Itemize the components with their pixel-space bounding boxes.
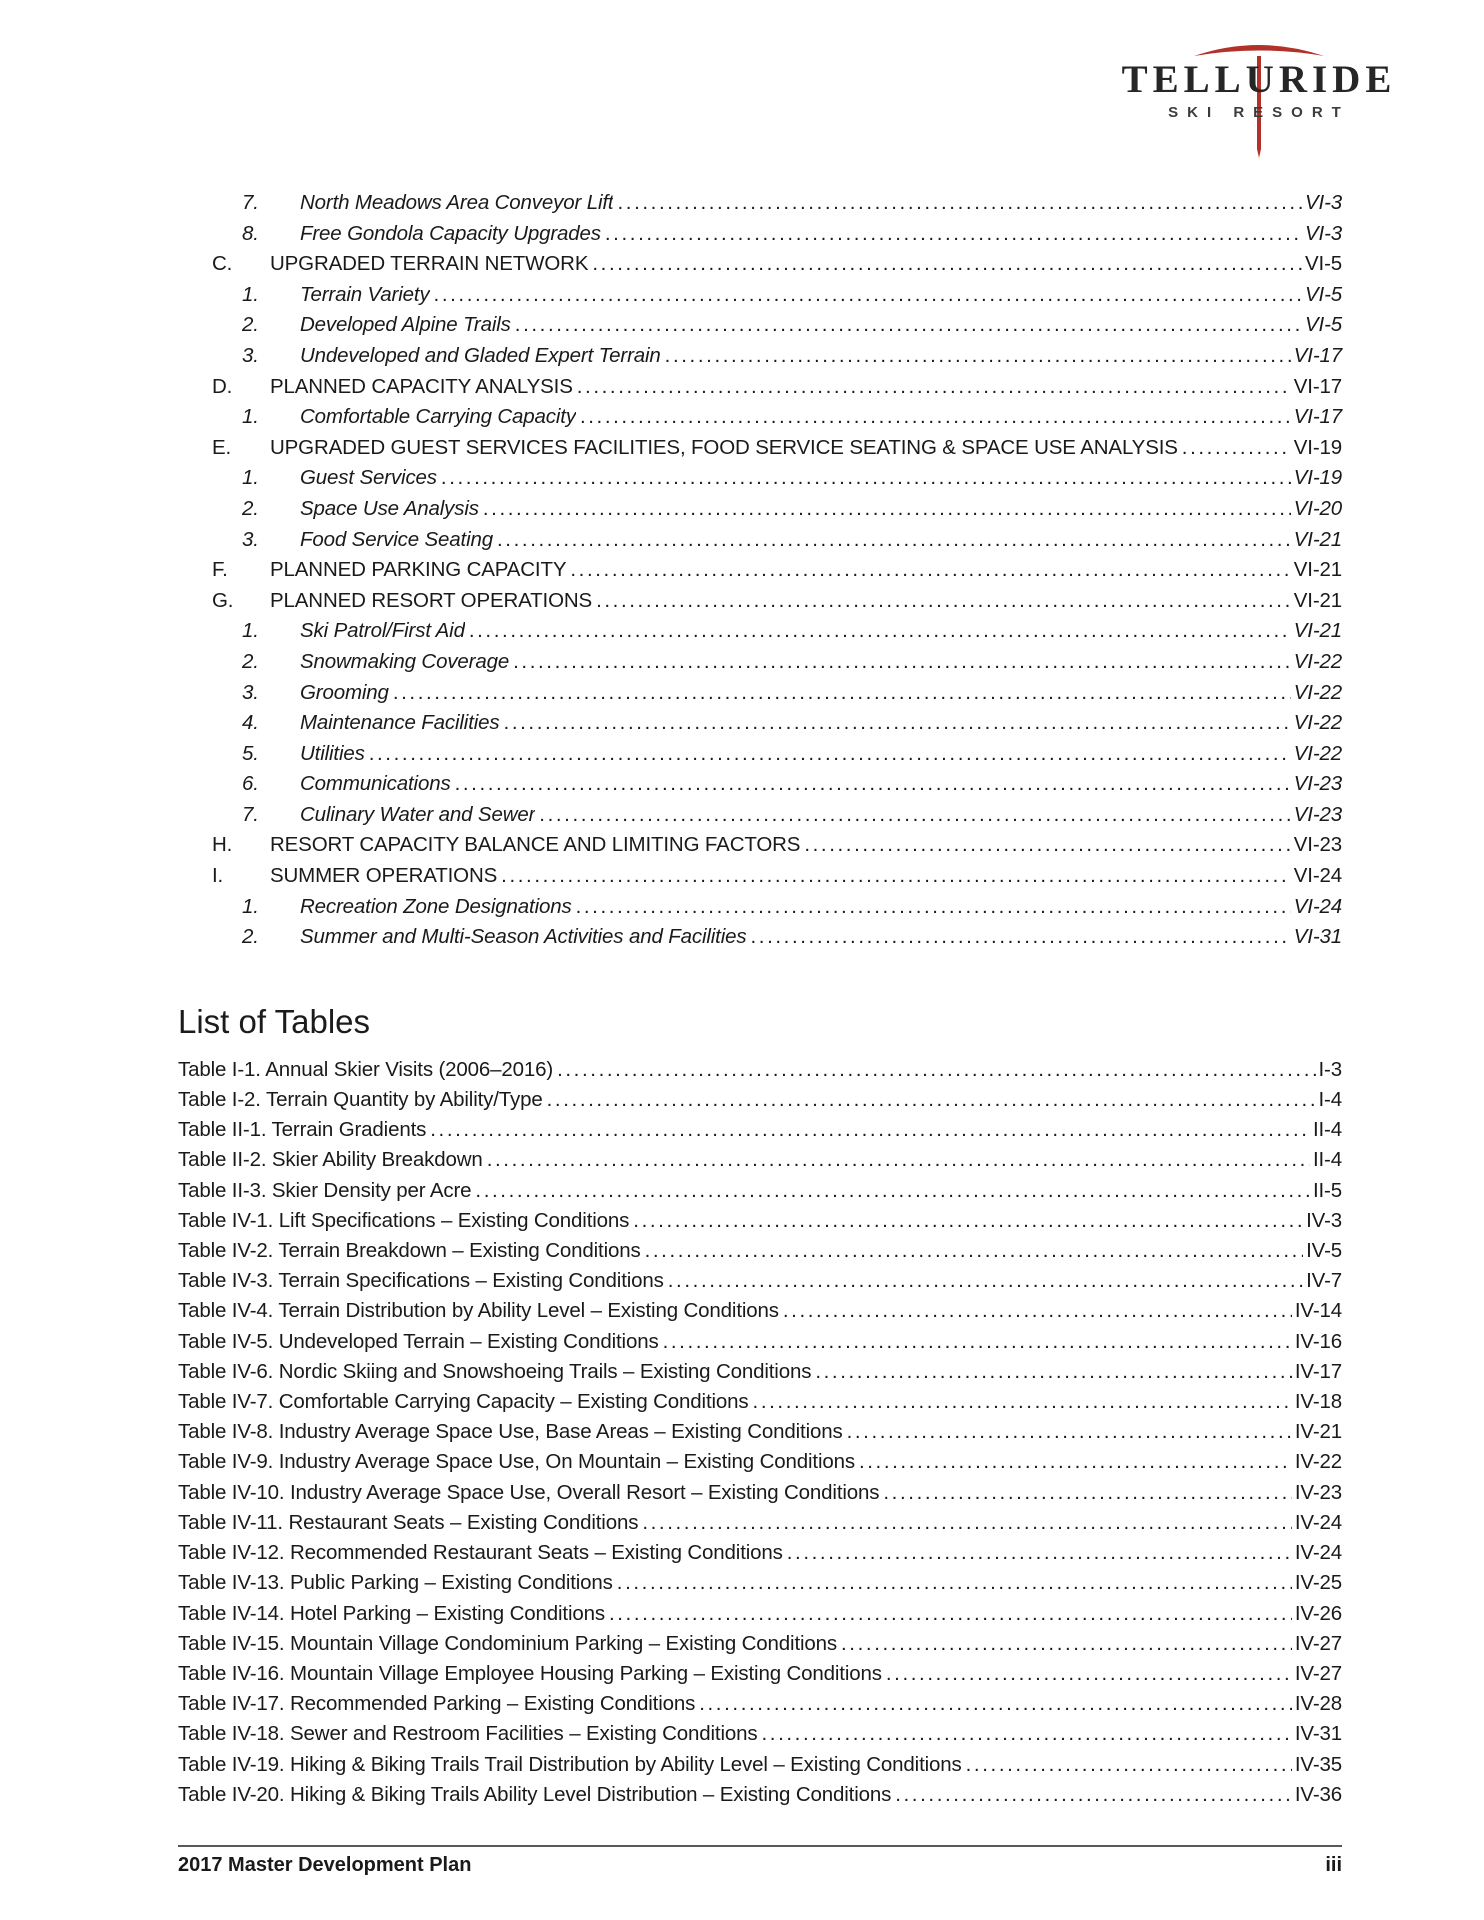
table-entry-title: Table IV-17. Recommended Parking – Existing Conditions: [178, 1692, 696, 1716]
dot-leader: [815, 1357, 1292, 1387]
toc-entry-label: 1.: [242, 282, 259, 306]
table-entry-page-number: IV-24: [1294, 1510, 1342, 1534]
toc-entry-title: North Meadows Area Conveyor Lift: [300, 191, 614, 214]
toc-entry-label: D.: [212, 374, 233, 398]
table-entry-title: Table IV-19. Hiking & Biking Trails Trail Distribution by Ability Level – Existing Conditions: [178, 1752, 962, 1776]
logo-title: TELLURIDE: [1121, 58, 1397, 101]
table-entry: [178, 1387, 1342, 1417]
table-entry: [178, 1327, 1342, 1357]
dot-leader: [642, 1508, 1292, 1538]
toc-entry: [178, 616, 1342, 647]
toc-entry-label: 1.: [242, 894, 259, 918]
toc-entry-label: 3.: [242, 680, 259, 704]
table-entry-page-number: IV-27: [1294, 1661, 1342, 1685]
table-entry-page-number: I-4: [1318, 1088, 1342, 1112]
toc-entry-title: UPGRADED TERRAIN NETWORK: [270, 252, 589, 276]
dot-leader: [577, 372, 1291, 403]
table-entry: [178, 1176, 1342, 1206]
table-entry: [178, 1085, 1342, 1115]
toc-entry-page-number: VI-17: [1293, 374, 1342, 398]
table-entry: [178, 1508, 1342, 1538]
dot-leader: [663, 1327, 1292, 1357]
toc-entry-page-number: VI-21: [1293, 558, 1342, 582]
dot-leader: [617, 188, 1302, 219]
toc-entry: [178, 769, 1342, 800]
logo-subtitle: SKI RESORT: [1168, 103, 1350, 121]
toc-entry: [178, 861, 1342, 892]
footer-page-number: iii: [1325, 1854, 1342, 1876]
table-entry: [178, 1659, 1342, 1689]
toc-entry-label: 3.: [242, 527, 259, 551]
table-entry-title: Table IV-6. Nordic Skiing and Snowshoeing Trails – Existing Conditions: [178, 1359, 812, 1383]
toc-entry-label: C.: [212, 252, 233, 276]
toc-entry: [178, 678, 1342, 709]
toc-entry-title: Communications: [300, 772, 451, 796]
toc-entry-page-number: VI-21: [1293, 527, 1342, 551]
dot-leader: [475, 1176, 1310, 1206]
dot-leader: [497, 525, 1291, 556]
dot-leader: [580, 402, 1291, 433]
table-entry-page-number: IV-14: [1294, 1299, 1342, 1323]
table-entry: [178, 1266, 1342, 1296]
list-of-tables-heading: List of Tables: [178, 1002, 371, 1040]
toc-entry-label: G.: [212, 588, 234, 612]
dot-leader: [539, 800, 1290, 831]
toc-entry-label: I.: [212, 864, 224, 888]
toc-entry: [178, 739, 1342, 770]
toc-entry: [178, 219, 1342, 250]
toc-entry-title: Undeveloped and Gladed Expert Terrain: [300, 343, 661, 367]
table-entry-page-number: IV-21: [1294, 1420, 1342, 1444]
toc-entry-title: Ski Patrol/First Aid: [300, 619, 465, 643]
table-entry-title: Table IV-20. Hiking & Biking Trails Ability Level Distribution – Existing Conditions: [178, 1782, 892, 1806]
dot-leader: [441, 463, 1291, 494]
dot-leader: [576, 892, 1291, 923]
dot-leader: [609, 1599, 1292, 1629]
table-entry-title: Table IV-5. Undeveloped Terrain – Existing Conditions: [178, 1329, 659, 1353]
table-entry-page-number: IV-31: [1294, 1722, 1342, 1746]
toc-entry-title: Terrain Variety: [300, 282, 430, 306]
dot-leader: [504, 708, 1291, 739]
table-entry-title: Table IV-12. Recommended Restaurant Seats – Existing Conditions: [178, 1541, 783, 1565]
table-entry-page-number: IV-3: [1306, 1208, 1342, 1232]
table-entry: [178, 1719, 1342, 1749]
tables-list: [178, 1055, 1342, 1810]
dot-leader: [469, 616, 1291, 647]
toc-entry-page-number: VI-21: [1293, 588, 1342, 612]
dot-leader: [487, 1145, 1310, 1175]
dot-leader: [804, 830, 1290, 861]
table-entry-title: Table IV-14. Hotel Parking – Existing Conditions: [178, 1601, 605, 1625]
table-entry-page-number: IV-27: [1294, 1631, 1342, 1655]
table-entry: [178, 1417, 1342, 1447]
table-entry-title: Table II-2. Skier Ability Breakdown: [178, 1148, 483, 1172]
table-entry: [178, 1750, 1342, 1780]
table-entry: [178, 1357, 1342, 1387]
toc-entry-label: 4.: [242, 711, 259, 735]
table-entry: [178, 1568, 1342, 1598]
table-entry-page-number: IV-22: [1294, 1450, 1342, 1474]
dot-leader: [1182, 433, 1291, 464]
table-entry-title: Table IV-7. Comfortable Carrying Capacity – Existing Conditions: [178, 1390, 749, 1414]
dot-leader: [430, 1115, 1310, 1145]
dot-leader: [859, 1447, 1292, 1477]
toc-entry-page-number: VI-22: [1293, 680, 1342, 704]
toc-entry-label: 3.: [242, 343, 259, 367]
toc-entry-page-number: VI-23: [1293, 802, 1342, 826]
table-entry: [178, 1145, 1342, 1175]
toc-entry-page-number: VI-5: [1305, 313, 1342, 337]
table-entry: [178, 1115, 1342, 1145]
dot-leader: [617, 1568, 1292, 1598]
toc-entry-page-number: VI-21: [1293, 619, 1342, 643]
table-entry-page-number: IV-36: [1294, 1782, 1342, 1806]
toc-entry-page-number: VI-3: [1305, 191, 1342, 214]
toc-entry-label: 1.: [242, 619, 259, 643]
table-entry-title: Table II-3. Skier Density per Acre: [178, 1178, 472, 1202]
toc-entry-page-number: VI-17: [1293, 343, 1342, 367]
dot-leader: [605, 219, 1302, 250]
toc-entry-page-number: VI-19: [1293, 466, 1342, 490]
toc-entry-page-number: VI-23: [1293, 833, 1342, 857]
table-entry-title: Table IV-4. Terrain Distribution by Ability Level – Existing Conditions: [178, 1299, 779, 1323]
toc-entry: [178, 922, 1342, 953]
toc-entry-page-number: VI-24: [1293, 864, 1342, 888]
toc-entry-title: Space Use Analysis: [300, 496, 479, 520]
toc-entry-label: 5.: [242, 741, 259, 765]
toc-entry: [178, 310, 1342, 341]
toc-entry-page-number: VI-23: [1293, 772, 1342, 796]
table-entry-page-number: IV-25: [1294, 1571, 1342, 1595]
toc-entry: [178, 341, 1342, 372]
table-entry: [178, 1599, 1342, 1629]
toc-entry-title: Grooming: [300, 680, 389, 704]
table-entry-page-number: IV-28: [1294, 1692, 1342, 1716]
dot-leader: [547, 1085, 1316, 1115]
dot-leader: [369, 739, 1291, 770]
table-entry: [178, 1206, 1342, 1236]
table-entry-title: Table IV-18. Sewer and Restroom Facilities – Existing Conditions: [178, 1722, 758, 1746]
toc-entry-title: Snowmaking Coverage: [300, 649, 510, 673]
table-entry-title: Table IV-16. Mountain Village Employee Housing Parking – Existing Conditions: [178, 1661, 882, 1685]
dot-leader: [841, 1629, 1292, 1659]
toc-entry-page-number: VI-19: [1293, 435, 1342, 459]
table-entry: [178, 1055, 1342, 1085]
dot-leader: [762, 1719, 1292, 1749]
table-entry-page-number: IV-18: [1294, 1390, 1342, 1414]
table-entry: [178, 1236, 1342, 1266]
dot-leader: [895, 1780, 1292, 1810]
toc-entry: [178, 708, 1342, 739]
toc-entry: [178, 280, 1342, 311]
dot-leader: [515, 310, 1302, 341]
toc-entry-page-number: VI-24: [1293, 894, 1342, 918]
toc-entry: [178, 249, 1342, 280]
dot-leader: [886, 1659, 1292, 1689]
table-entry-page-number: IV-7: [1306, 1269, 1342, 1293]
table-entry-page-number: IV-5: [1306, 1239, 1342, 1263]
dot-leader: [787, 1538, 1292, 1568]
toc-entry-page-number: VI-3: [1305, 221, 1342, 245]
table-entry-page-number: I-3: [1318, 1057, 1342, 1081]
table-entry-title: Table II-1. Terrain Gradients: [178, 1118, 427, 1142]
toc-entry-title: SUMMER OPERATIONS: [270, 864, 498, 888]
toc-entry-title: Maintenance Facilities: [300, 711, 500, 735]
table-entry-title: Table IV-15. Mountain Village Condominium Parking – Existing Conditions: [178, 1631, 838, 1655]
toc-entry-label: 6.: [242, 772, 259, 796]
toc-entry-title: Summer and Multi-Season Activities and Facilities: [300, 925, 747, 949]
toc-entry: [178, 586, 1342, 617]
toc-entry-title: UPGRADED GUEST SERVICES FACILITIES, FOOD SERVICE SEATING & SPACE USE ANALYSIS: [270, 435, 1178, 459]
dot-leader: [455, 769, 1291, 800]
toc-entry-page-number: VI-22: [1293, 741, 1342, 765]
dot-leader: [501, 861, 1291, 892]
toc-entry-title: Food Service Seating: [300, 527, 494, 551]
dot-leader: [596, 586, 1291, 617]
table-entry-page-number: IV-17: [1294, 1359, 1342, 1383]
table-entry-title: Table IV-10. Industry Average Space Use, Overall Resort – Existing Conditions: [178, 1480, 880, 1504]
toc-entry-label: 2.: [242, 313, 259, 337]
toc-list: [178, 188, 1342, 953]
table-entry: [178, 1780, 1342, 1810]
table-entry-page-number: II-5: [1312, 1178, 1342, 1202]
toc-entry: [178, 525, 1342, 556]
toc-entry: [178, 830, 1342, 861]
table-entry-title: Table I-1. Annual Skier Visits (2006–2016): [178, 1057, 554, 1081]
toc-entry-title: Utilities: [300, 741, 365, 765]
toc-entry: [178, 433, 1342, 464]
toc-entry-label: F.: [212, 558, 228, 582]
toc-entry-label: E.: [212, 435, 232, 459]
table-entry-title: Table IV-11. Restaurant Seats – Existing Conditions: [178, 1510, 639, 1534]
telluride-logo: [1104, 42, 1414, 121]
table-entry-title: Table IV-3. Terrain Specifications – Existing Conditions: [178, 1269, 664, 1293]
toc-entry-title: Free Gondola Capacity Upgrades: [300, 221, 601, 245]
table-entry: [178, 1689, 1342, 1719]
toc-entry: [178, 647, 1342, 678]
table-entry-title: Table IV-9. Industry Average Space Use, On Mountain – Existing Conditions: [178, 1450, 855, 1474]
dot-leader: [513, 647, 1291, 678]
toc-entry-label: 2.: [242, 649, 259, 673]
table-entry-page-number: IV-16: [1294, 1329, 1342, 1353]
toc-entry-label: 7.: [242, 191, 259, 214]
dot-leader: [592, 249, 1302, 280]
table-entry-page-number: IV-24: [1294, 1541, 1342, 1565]
toc-entry-page-number: VI-17: [1293, 405, 1342, 429]
toc-entry-title: Comfortable Carrying Capacity: [300, 405, 576, 429]
toc-entry-page-number: VI-5: [1305, 282, 1342, 306]
toc-entry: [178, 372, 1342, 403]
table-entry-title: Table IV-1. Lift Specifications – Existing Conditions: [178, 1208, 630, 1232]
dot-leader: [847, 1417, 1292, 1447]
footer-document-title: 2017 Master Development Plan: [178, 1854, 472, 1876]
dot-leader: [668, 1266, 1303, 1296]
dot-leader: [783, 1296, 1292, 1326]
toc-entry-page-number: VI-20: [1293, 496, 1342, 520]
toc-entry-title: PLANNED PARKING CAPACITY: [270, 558, 567, 582]
toc-entry-label: 2.: [242, 925, 259, 949]
table-entry-title: Table IV-2. Terrain Breakdown – Existing Conditions: [178, 1239, 641, 1263]
table-entry-title: Table IV-13. Public Parking – Existing Conditions: [178, 1571, 613, 1595]
toc-entry: [178, 800, 1342, 831]
toc-entry-title: Guest Services: [300, 466, 437, 490]
table-entry-title: Table I-2. Terrain Quantity by Ability/Type: [178, 1088, 543, 1112]
table-entry-title: Table IV-8. Industry Average Space Use, Base Areas – Existing Conditions: [178, 1420, 843, 1444]
toc-entry-label: 2.: [242, 496, 259, 520]
table-entry-page-number: II-4: [1312, 1118, 1342, 1142]
toc-entry: [178, 463, 1342, 494]
dot-leader: [557, 1055, 1315, 1085]
content-column: [178, 188, 1342, 1810]
toc-entry-page-number: VI-22: [1293, 649, 1342, 673]
toc-entry-page-number: VI-22: [1293, 711, 1342, 735]
toc-entry-title: Culinary Water and Sewer: [300, 802, 536, 826]
table-entry-page-number: IV-26: [1294, 1601, 1342, 1625]
table-entry: [178, 1629, 1342, 1659]
dot-leader: [570, 555, 1290, 586]
table-entry: [178, 1478, 1342, 1508]
dot-leader: [633, 1206, 1303, 1236]
toc-entry-title: Recreation Zone Designations: [300, 894, 572, 918]
table-entry-page-number: IV-23: [1294, 1480, 1342, 1504]
toc-entry: [178, 494, 1342, 525]
dot-leader: [434, 280, 1302, 311]
table-entry-page-number: IV-35: [1294, 1752, 1342, 1776]
dot-leader: [750, 922, 1290, 953]
table-entry: [178, 1296, 1342, 1326]
toc-entry-label: 7.: [242, 802, 259, 826]
table-entry: [178, 1447, 1342, 1477]
toc-entry-page-number: VI-5: [1305, 252, 1342, 276]
dot-leader: [665, 341, 1291, 372]
toc-entry-label: 1.: [242, 466, 259, 490]
toc-entry: [178, 402, 1342, 433]
toc-entry: [178, 188, 1342, 219]
page-footer: [178, 1845, 1342, 1877]
toc-entry-label: H.: [212, 833, 233, 857]
table-entry-page-number: II-4: [1312, 1148, 1342, 1172]
logo-arc-icon: [1184, 42, 1334, 58]
toc-entry: [178, 892, 1342, 923]
dot-leader: [699, 1689, 1292, 1719]
table-entry: [178, 1538, 1342, 1568]
toc-entry-label: 1.: [242, 405, 259, 429]
dot-leader: [883, 1478, 1291, 1508]
dot-leader: [393, 678, 1291, 709]
dot-leader: [483, 494, 1291, 525]
toc-entry-page-number: VI-31: [1293, 925, 1342, 949]
toc-entry-title: PLANNED CAPACITY ANALYSIS: [270, 374, 573, 398]
toc-entry-title: Developed Alpine Trails: [300, 313, 511, 337]
toc-entry-title: PLANNED RESORT OPERATIONS: [270, 588, 593, 612]
dot-leader: [753, 1387, 1292, 1417]
toc-entry-title: RESORT CAPACITY BALANCE AND LIMITING FACTORS: [270, 833, 801, 857]
dot-leader: [645, 1236, 1304, 1266]
toc-entry-label: 8.: [242, 221, 259, 245]
toc-entry: [178, 555, 1342, 586]
dot-leader: [966, 1750, 1292, 1780]
